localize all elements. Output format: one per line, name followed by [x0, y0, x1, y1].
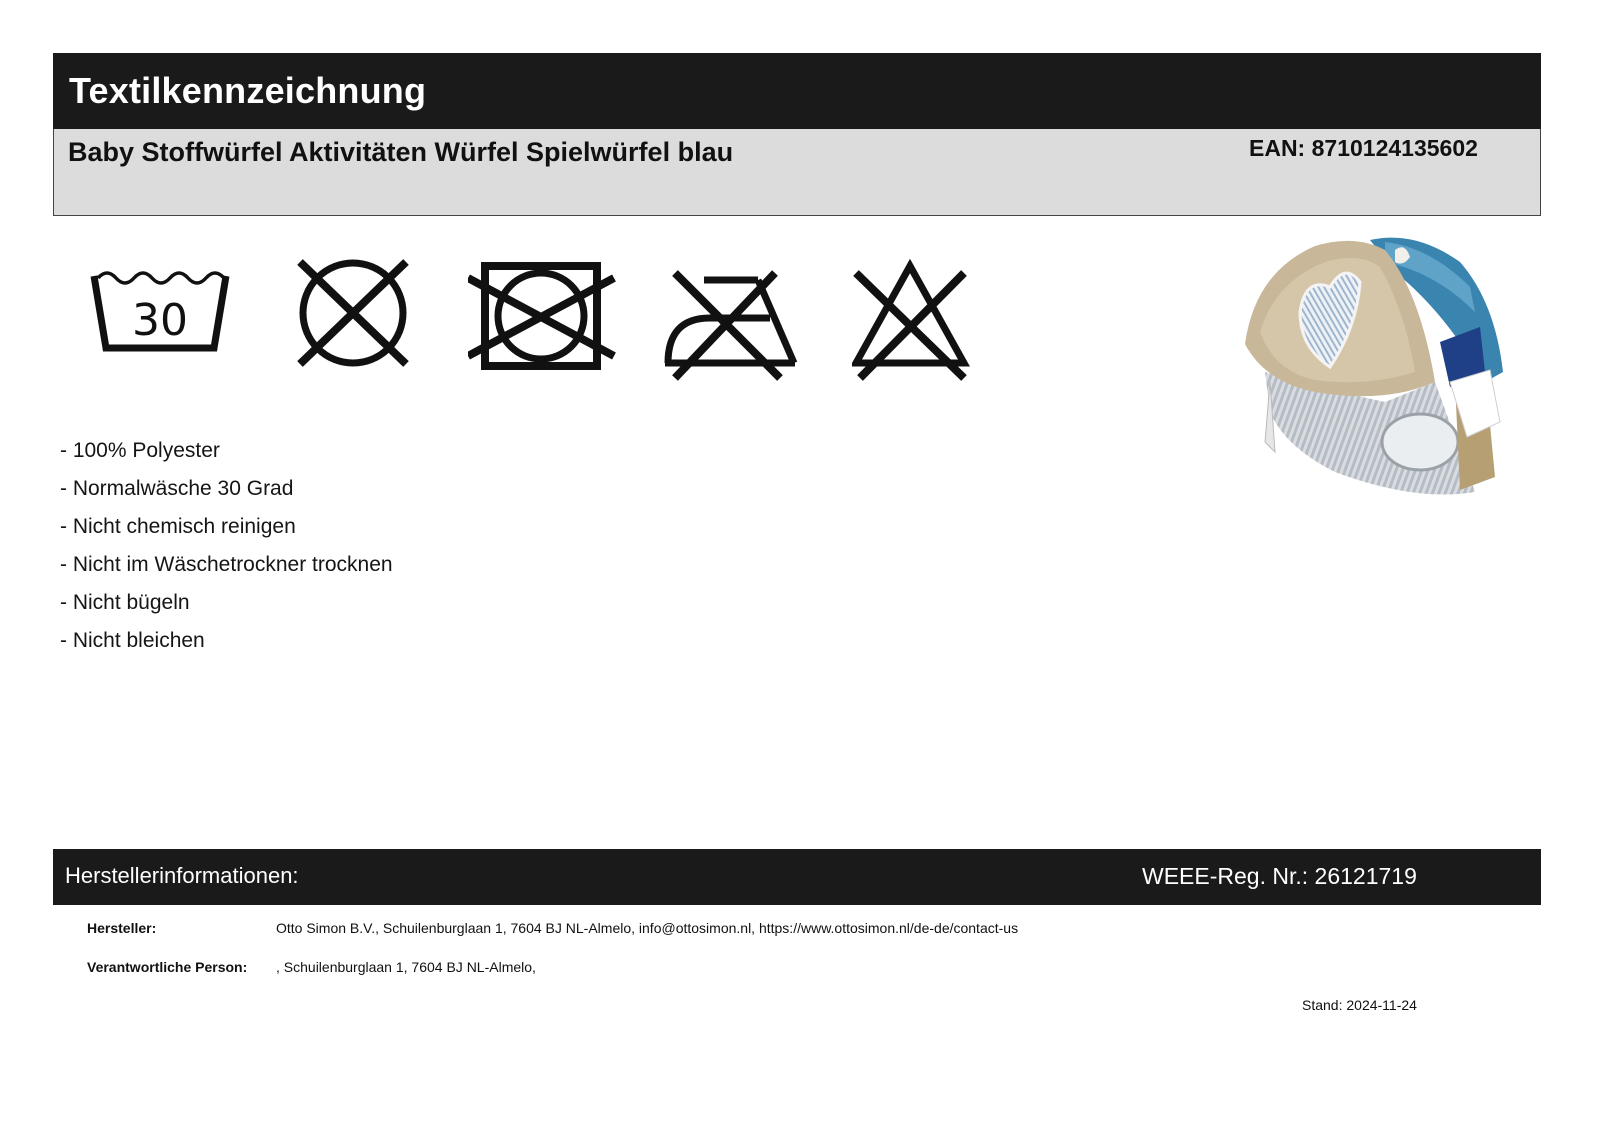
no-tumble-dry-icon [468, 258, 618, 398]
no-iron-icon [660, 258, 810, 398]
list-item: - Nicht bügeln [60, 591, 190, 614]
care-instructions-list [60, 437, 393, 665]
list-item: - Nicht im Wäschetrockner trocknen [60, 553, 393, 576]
document-date: Stand: 2024-11-24 [1302, 997, 1417, 1013]
wash-30-icon [86, 258, 236, 398]
list-item: - Nicht bleichen [60, 629, 205, 652]
manufacturer-value: Otto Simon B.V., Schuilenburglaan 1, 7604 BJ NL-Almelo, info@ottosimon.nl, https://www.ottosimon.nl/de-de/contact-us [276, 920, 1019, 936]
manufacturer-label: Hersteller: [87, 920, 157, 936]
product-photo [1245, 232, 1545, 517]
product-name: Baby Stoffwürfel Aktivitäten Würfel Spielwürfel blau [68, 137, 734, 167]
responsible-person-value: , Schuilenburglaan 1, 7604 BJ NL-Almelo, [276, 959, 536, 975]
manufacturer-section-title: Herstellerinformationen: [65, 863, 299, 888]
list-item: - 100% Polyester [60, 439, 220, 462]
manufacturer-info-bar [53, 849, 1541, 905]
weee-registration: WEEE-Reg. Nr.: 26121719 [1142, 863, 1417, 889]
list-item: - Normalwäsche 30 Grad [60, 477, 294, 500]
list-item: - Nicht chemisch reinigen [60, 515, 296, 538]
document-title: Textilkennzeichnung [69, 70, 427, 111]
ean-number: EAN: 8710124135602 [1249, 135, 1478, 161]
document-title-bar [53, 53, 1541, 129]
wash-temperature: 30 [132, 295, 188, 346]
product-info-box [53, 129, 1541, 216]
no-bleach-icon [852, 258, 1002, 398]
responsible-person-label: Verantwortliche Person: [87, 959, 248, 975]
no-dry-clean-icon [280, 258, 430, 398]
